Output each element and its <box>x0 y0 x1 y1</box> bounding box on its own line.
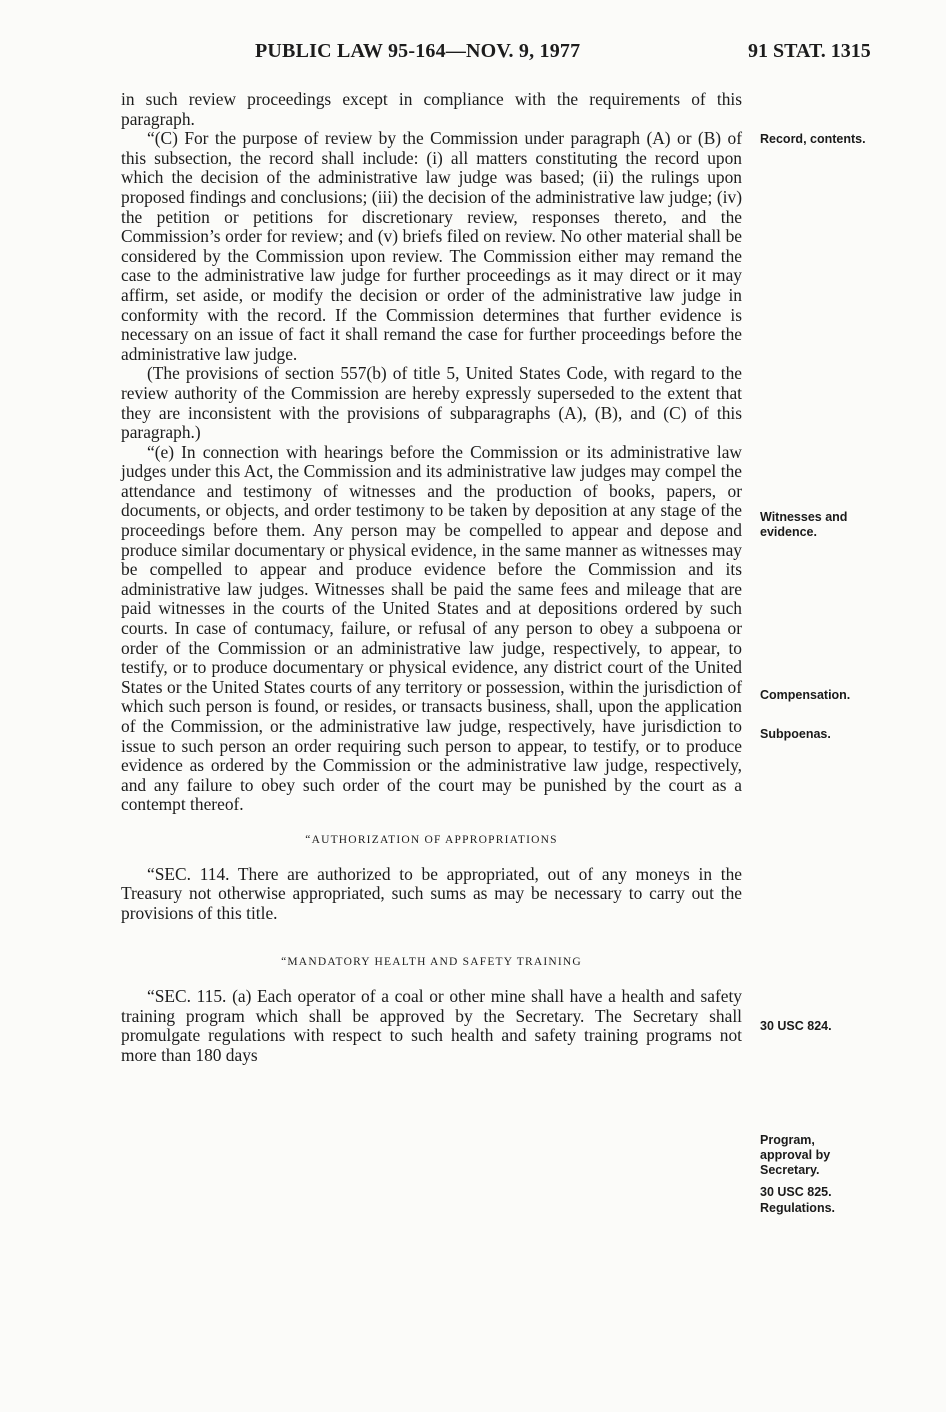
paragraph-subsection-e: “(e) In connection with hearings before the Commission or its administrative law judges under this Act, the Commission and its administrative law judges may compel the attendance and testimony of witnesses and the production of books, papers, or documents, or objects, and order testimony to be taken by deposition at any stage of the proceedings before them. Any person may be compelled to appear and depose and produce similar documentary or physical evidence, in the same manner as witnesses may be compelled to appear and produce evidence before the Commission and its administrative law judges. Witnesses shall be paid the same fees and mileage that are paid witnesses in the courts of the United States and at depositions ordered by such courts. In case of contumacy, failure, or refusal of any person to obey a subpoena or order of the Commission or an administrative law judge, respectively, to appear, to testify, or to produce documentary or physical evidence, any district court of the United States or the United States courts of any territory or possession, within the jurisdiction of which such person is found, or resides, or transacts business, shall, upon the application of the Commission, or the administrative law judge, respectively, have jurisdiction to issue to such person an order requiring such person to appear, to testify, or to produce evidence as ordered by the Commission or the administrative law judge, respectively, and any failure to obey such order of the court may be punished by the court as a contempt thereof. <box>121 441 742 815</box>
margin-note-30-usc-824: 30 USC 824. <box>760 1019 832 1033</box>
margin-note-program-approval: Program, approval by Secretary. <box>760 1133 831 1177</box>
paragraph-sec-114: “SEC. 114. There are authorized to be appropriated, out of any moneys in the Treasury not otherwise appropriated, such sums as may be necessary to carry out the provisions of this title. <box>121 863 742 923</box>
margin-note-witnesses-evidence: Witnesses and evidence. <box>760 510 848 539</box>
margin-note-subpoenas: Subpoenas. <box>760 727 831 741</box>
paragraph-provisions-note: (The provisions of section 557(b) of title 5, United States Code, with regard to the review authority of the Commission are hereby expressly superseded to the extent that they are inconsistent with the provisions of subparagraphs (A), (B), and (C) of this paragraph.) <box>121 363 742 443</box>
section-heading-training: “MANDATORY HEALTH AND SAFETY TRAINING <box>281 956 582 969</box>
main-text <box>121 90 742 1065</box>
margin-note-compensation: Compensation. <box>760 688 851 702</box>
paragraph-continued: in such review proceedings except in compliance with the requirements of this paragraph. <box>121 89 742 129</box>
margin-note-30-usc-825: 30 USC 825. <box>760 1185 832 1199</box>
paragraph-sec-115: “SEC. 115. (a) Each operator of a coal or other mine shall have a health and safety training program which shall be approved by the Secretary. The Secretary shall promulgate regulations with respect to such health and safety training programs not more than 180 days <box>121 985 742 1065</box>
statute-page-number: 91 STAT. 1315 <box>748 40 871 62</box>
margin-note-regulations: Regulations. <box>760 1201 836 1215</box>
running-head: PUBLIC LAW 95-164—NOV. 9, 1977 <box>255 40 581 62</box>
section-heading-appropriations: “AUTHORIZATION OF APPROPRIATIONS <box>305 833 558 846</box>
margin-note-record-contents: Record, contents. <box>760 132 866 146</box>
paragraph-subsection-c: “(C) For the purpose of review by the Commission under paragraph (A) or (B) of this subsection, the record shall include: (i) all matters constituting the record upon which the decision of the administrative law judge was based; (ii) the rulings upon proposed findings and conclusions; (iii) the decision of the administrative law judge; (iv) the petition or petitions for discretionary review, responses thereto, and the Commission’s order for review; and (v) briefs filed on review. No other material shall be considered by the Commission upon review. The Commission either may remand the case to the administrative law judge for further proceedings as it may direct or it may affirm, set aside, or modify the decision or order of the administrative law judge in conformity with the record. If the Commission determines that further evidence is necessary on an issue of fact it shall remand the case for further proceedings before the administrative law judge. <box>121 128 742 364</box>
